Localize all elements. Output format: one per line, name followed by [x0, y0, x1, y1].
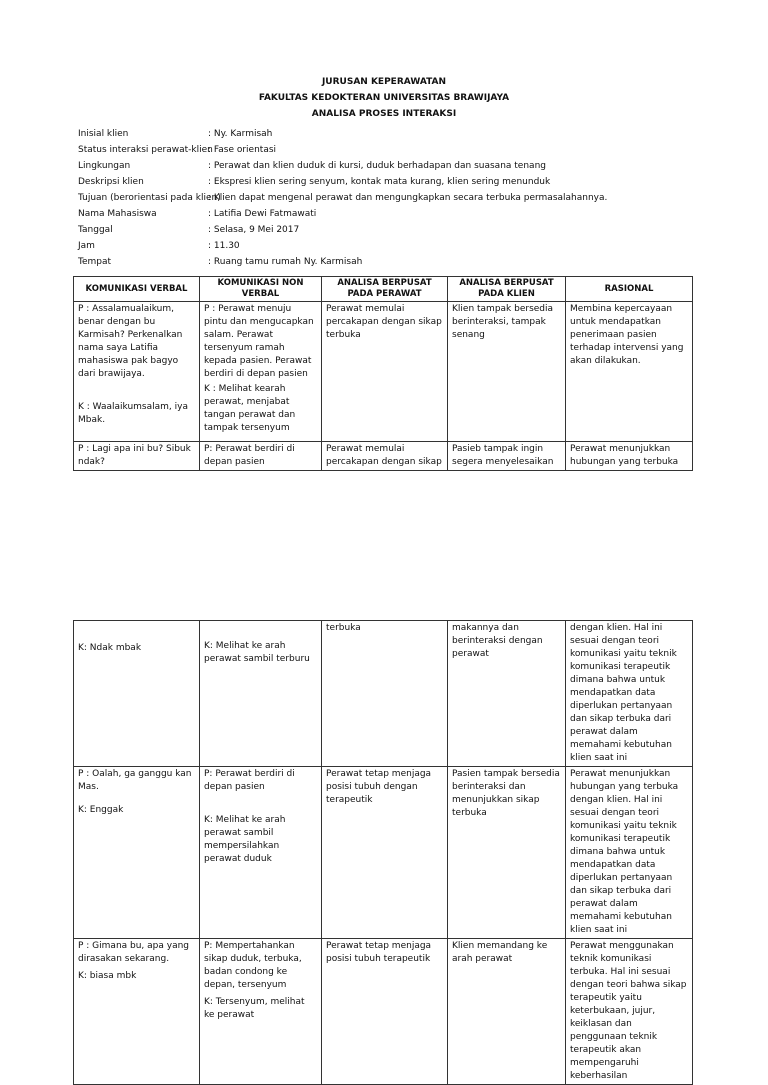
info-value: : 11.30 [208, 241, 240, 251]
nonverbal-cell [200, 767, 322, 939]
verbal-cell [74, 302, 200, 442]
header-verbal: KOMUNIKASI VERBAL [74, 277, 200, 302]
info-value: : Ny. Karmisah [208, 129, 273, 139]
nonverbal-klien: K: Tersenyum, melihat ke perawat [204, 997, 305, 1020]
nonverbal-klien: K : Melihat kearah perawat, menjabat tangan perawat dan tampak tersenyum [204, 384, 296, 433]
info-value: : Perawat dan klien duduk di kursi, duduk berhadapan dan suasana tenang [208, 161, 546, 171]
document-header [0, 74, 768, 122]
info-value: : Selasa, 9 Mei 2017 [208, 225, 300, 235]
rasional-cell: Membina kepercayaan untuk mendapatkan penerimaan pasien terhadap intervensi yang akan dilakukan. [566, 302, 693, 442]
info-value: : Klien dapat mengenal perawat dan mengungkapkan secara terbuka permasalahannya. [208, 193, 608, 203]
analisa-klien-cell: Klien tampak bersedia berinteraksi, tampak senang [448, 302, 566, 442]
info-label: Tujuan (berorientasi pada klien) [78, 193, 221, 203]
rasional-cell: dengan klien. Hal ini sesuai dengan teori komunikasi yaitu teknik komunikasi terapeutik dimana bahwa untuk mendapatkan data diperlukan pertanyaan dan sikap terbuka dari perawat dalam memahami kebutuhan klien saat ini [566, 621, 693, 767]
analisa-perawat-cell: Perawat tetap menjaga posisi tubuh terapeutik [322, 939, 448, 1085]
header-rasional: RASIONAL [566, 277, 693, 302]
header-faculty: FAKULTAS KEDOKTERAN UNIVERSITAS BRAWIJAYA [258, 93, 510, 103]
info-value: : Latifia Dewi Fatmawati [208, 209, 317, 219]
info-value: : Ekspresi klien sering senyum, kontak mata kurang, klien sering menunduk [208, 177, 551, 187]
analisa-perawat-cell: Perawat memulai percakapan dengan sikap terbuka [322, 302, 448, 442]
table-row [74, 767, 693, 939]
table-row [74, 621, 693, 767]
interaction-table-page1 [73, 276, 693, 471]
verbal-perawat: P : Assalamualaikum, benar dengan bu Karmisah? Perkenalkan nama saya Latifia mahasiswa pak bagyo dari brawijaya. [78, 304, 183, 379]
nonverbal-klien: K: Melihat ke arah perawat sambil mempersilahkan perawat duduk [204, 815, 286, 864]
nonverbal-perawat: P: Mempertahankan sikap duduk, terbuka, badan condong ke depan, tersenyum [204, 941, 302, 990]
analisa-perawat-cell: Perawat tetap menjaga posisi tubuh dengan terapeutik [322, 767, 448, 939]
info-label: Tanggal [78, 225, 113, 235]
rasional-cell: Perawat menunjukkan hubungan yang terbuka dengan klien. Hal ini sesuai dengan teori komunikasi yaitu teknik komunikasi terapeutik dimana bahwa untuk mendapatkan data diperlukan pertanyaan dan sikap terbuka dari perawat dalam memahami kebutuhan klien saat ini [566, 767, 693, 939]
verbal-cell [74, 621, 200, 767]
nonverbal-cell: P: Perawat berdiri di depan pasien [200, 442, 322, 471]
info-label: Status interaksi perawat-klien [78, 145, 213, 155]
header-analisa-perawat: ANALISA BERPUSAT PADA PERAWAT [322, 277, 448, 302]
info-label: Nama Mahasiswa [78, 209, 157, 219]
header-department: JURUSAN KEPERAWATAN [321, 77, 447, 87]
verbal-klien: K: biasa mbk [78, 971, 137, 981]
info-label: Jam [78, 241, 95, 251]
interaction-table-page2 [73, 620, 693, 1085]
analisa-klien-cell: Pasien tampak bersedia berinteraksi dan menunjukkan sikap terbuka [448, 767, 566, 939]
analisa-perawat-cell: terbuka [322, 621, 448, 767]
header-analisa-klien: ANALISA BERPUSAT PADA KLIEN [448, 277, 566, 302]
table-row [74, 302, 693, 442]
verbal-cell [74, 939, 200, 1085]
table-header-row [74, 277, 693, 302]
analisa-klien-cell: makannya dan berinteraksi dengan perawat [448, 621, 566, 767]
verbal-klien: K: Ndak mbak [78, 643, 142, 653]
nonverbal-cell [200, 939, 322, 1085]
rasional-cell: Perawat menggunakan teknik komunikasi terbuka. Hal ini sesuai dengan teori bahwa sikap terapeutik yaitu keterbukaan, jujur, keiklasan dan penggunaan teknik terapeutik akan mempengaruhi keberhasilan [566, 939, 693, 1085]
verbal-perawat: P : Gimana bu, apa yang dirasakan sekarang. [78, 941, 190, 964]
analisa-klien-cell: Pasieb tampak ingin segera menyelesaikan [448, 442, 566, 471]
header-nonverbal: KOMUNIKASI NON VERBAL [200, 277, 322, 302]
nonverbal-cell [200, 621, 322, 767]
header-document-title: ANALISA PROSES INTERAKSI [311, 109, 457, 119]
info-label: Inisial klien [78, 129, 129, 139]
info-value: : Ruang tamu rumah Ny. Karmisah [208, 257, 363, 267]
verbal-cell [74, 767, 200, 939]
analisa-klien-cell: Klien memandang ke arah perawat [448, 939, 566, 1085]
verbal-perawat: P : Oalah, ga ganggu kan Mas. [78, 769, 192, 792]
table-row [74, 939, 693, 1085]
nonverbal-perawat: P : Perawat menuju pintu dan mengucapkan salam. Perawat tersenyum ramah kepada pasien. Perawat berdiri di depan pasien [204, 304, 314, 379]
info-label: Lingkungan [78, 161, 131, 171]
nonverbal-cell [200, 302, 322, 442]
analisa-perawat-cell: Perawat memulai percakapan dengan sikap [322, 442, 448, 471]
verbal-klien: K: Enggak [78, 805, 124, 815]
rasional-cell: Perawat menunjukkan hubungan yang terbuka [566, 442, 693, 471]
info-label: Tempat [78, 257, 112, 267]
nonverbal-klien: K: Melihat ke arah perawat sambil terburu [204, 641, 310, 664]
info-value: : Fase orientasi [208, 145, 277, 155]
verbal-klien: K : Waalaikumsalam, iya Mbak. [78, 402, 188, 425]
table-row [74, 442, 693, 471]
info-label: Deskripsi klien [78, 177, 144, 187]
nonverbal-perawat: P: Perawat berdiri di depan pasien [204, 769, 295, 792]
verbal-cell: P : Lagi apa ini bu? Sibuk ndak? [74, 442, 200, 471]
